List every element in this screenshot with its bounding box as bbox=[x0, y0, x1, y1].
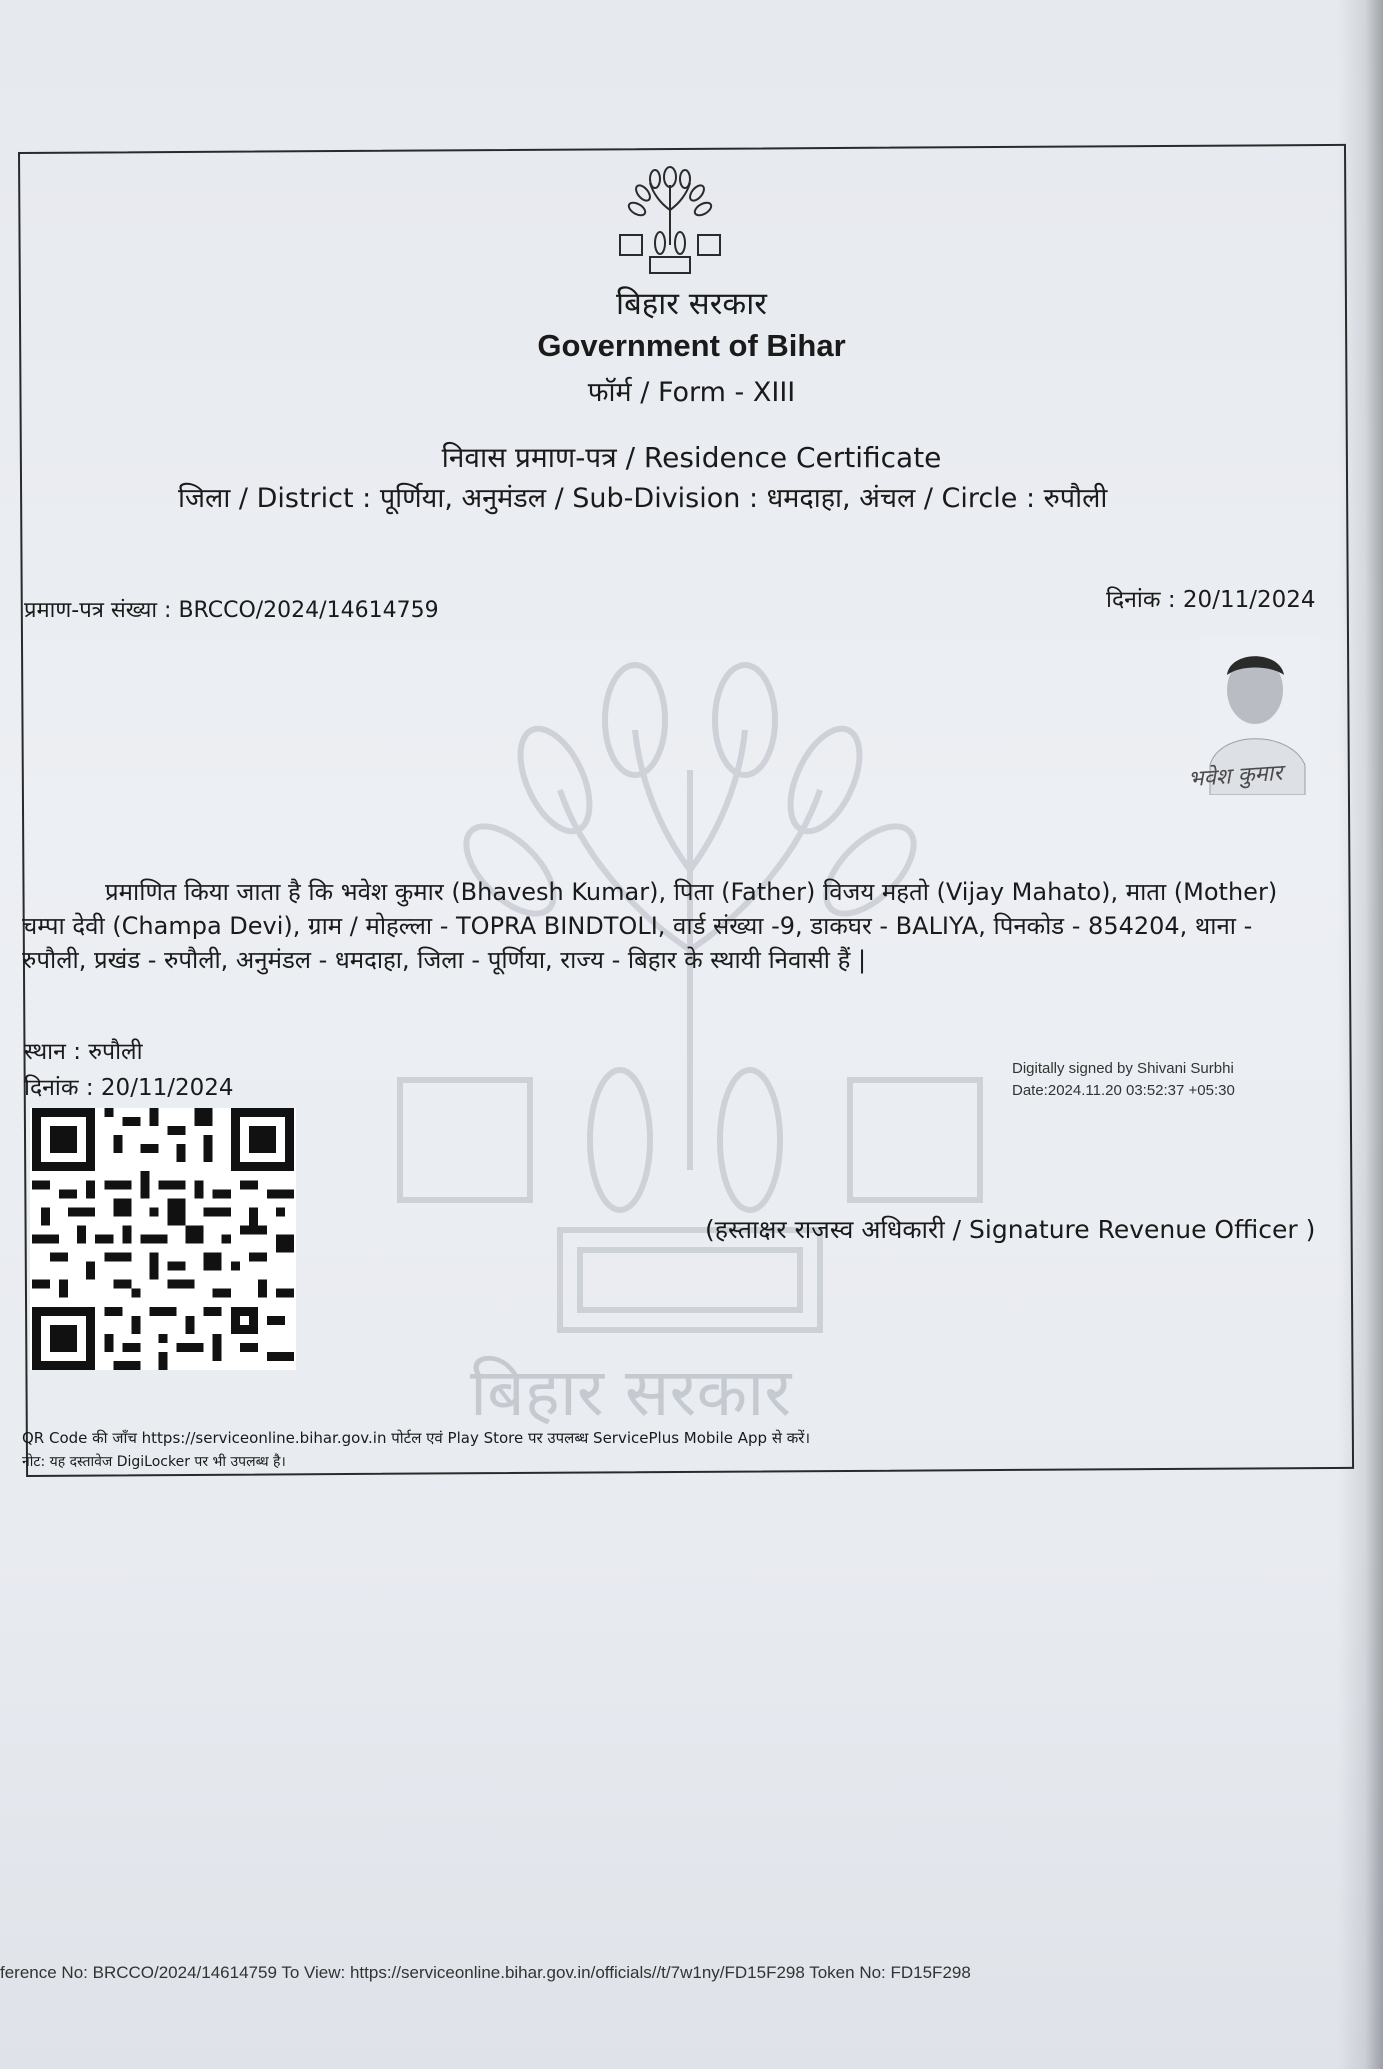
district-line: जिला / District : पूर्णिया, अनुमंडल / Sub-Division : धमदाहा, अंचल / Circle : रुपौली bbox=[178, 483, 1108, 514]
qr-code bbox=[30, 1108, 296, 1370]
form-number: फॉर्म / Form - XIII bbox=[587, 377, 796, 408]
header-hindi-title: बिहार सरकार bbox=[616, 286, 767, 322]
reference-footer: ference No: BRCCO/2024/14614759 To View: https://serviceonline.bihar.gov.in/officials//t/7w1ny/FD15F298 Token No: FD15F298 bbox=[0, 1963, 971, 1982]
revenue-officer-signature-label: (हस्ताक्षर राजस्व अधिकारी / Signature Revenue Officer ) bbox=[705, 1215, 1316, 1244]
applicant-signature: भवेश कुमार bbox=[1187, 760, 1284, 793]
footer-date: दिनांक : 20/11/2024 bbox=[24, 1075, 234, 1101]
digital-signature-date: Date:2024.11.20 03:52:37 +05:30 bbox=[1012, 1082, 1235, 1099]
certificate-type: निवास प्रमाण-पत्र / Residence Certificate bbox=[441, 441, 942, 474]
certificate-number: प्रमाण-पत्र संख्या : BRCCO/2024/14614759 bbox=[24, 598, 439, 623]
body-line-1: प्रमाणित किया जाता है कि भवेश कुमार (Bhavesh Kumar), पिता (Father) विजय महतो (Vijay Mahato), माता (Mother) bbox=[105, 878, 1278, 906]
watermark-text: बिहार सरकार bbox=[470, 1354, 792, 1431]
digilocker-note: नोट: यह दस्तावेज DigiLocker पर भी उपलब्ध है। bbox=[22, 1454, 286, 1470]
watermark-emblem bbox=[380, 650, 1000, 1430]
certificate-date: दिनांक : 20/11/2024 bbox=[1106, 587, 1316, 613]
place-label: स्थान : रुपौली bbox=[24, 1039, 143, 1065]
digital-signature-name: Digitally signed by Shivani Surbhi bbox=[1012, 1060, 1234, 1077]
body-line-2: चम्पा देवी (Champa Devi), ग्राम / मोहल्ला - TOPRA BINDTOLI, वार्ड संख्या -9, डाकघर - BALIYA, पिनकोड - 854204, थाना - bbox=[22, 912, 1253, 940]
header-title: Government of Bihar bbox=[537, 328, 846, 363]
qr-verification-note: QR Code की जाँच https://serviceonline.bihar.gov.in पोर्टल एवं Play Store पर उपलब्ध ServicePlus Mobile App से करें। bbox=[22, 1429, 811, 1447]
body-line-3: रुपौली, प्रखंड - रुपौली, अनुमंडल - धमदाहा, जिला - पूर्णिया, राज्य - बिहार के स्थायी निवासी हैं | bbox=[22, 946, 867, 974]
bihar-emblem-icon bbox=[615, 165, 725, 280]
